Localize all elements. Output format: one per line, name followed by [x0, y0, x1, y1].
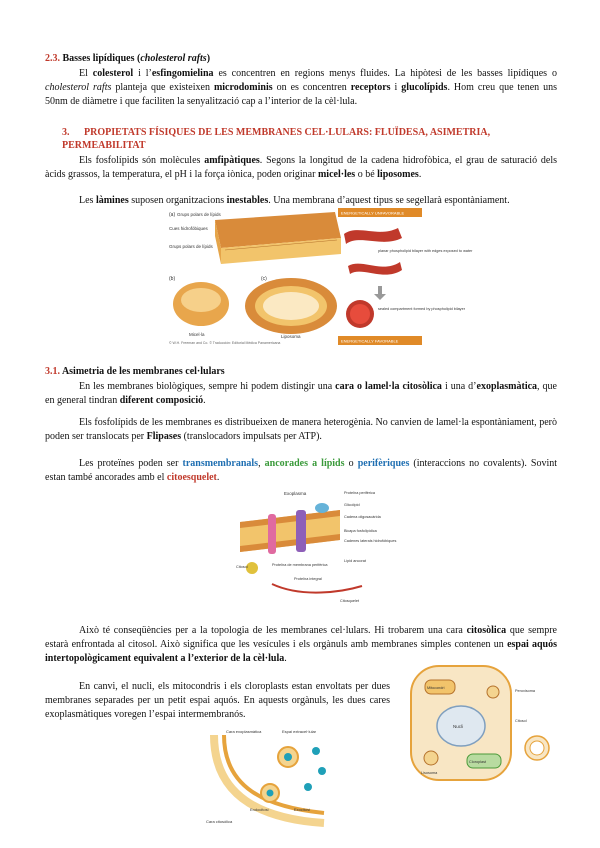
svg-text:Espai extracel·lular: Espai extracel·lular [282, 729, 317, 734]
svg-text:Micel·la: Micel·la [189, 332, 205, 337]
svg-text:(a): (a) [169, 212, 176, 218]
membrane-protein-figure [232, 488, 397, 606]
section-2-3-paragraph: El colesterol i l’esfingomielina es concentren en regions menys fluides. La hipòtesi de les basses lipídiques o cholesterol rafts planteja que existeixen microdominis on es concentren receptors i glucolípids. Hom creu que tenen uns 50nm de diàmetre i que faciliten la senyalització cap a l’interior de la cèl·lula. [45, 68, 558, 107]
svg-text:Grups polars de lípids: Grups polars de lípids [169, 244, 213, 249]
organelles-figure [395, 662, 557, 790]
svg-text:Lípid ancorat: Lípid ancorat [344, 559, 366, 563]
svg-text:Lisosoma: Lisosoma [421, 771, 438, 775]
svg-text:Exocitosi: Exocitosi [294, 807, 311, 812]
section-3-title: 3. PROPIETATS FÍSIQUES DE LES MEMBRANES CEL·LULARS: FLUÏDESA, ASIMETRIA, PERMEABILITAT [62, 127, 491, 151]
section-3-paragraph-1: Els fosfolípids són molècules amfipàtiques. Segons la longitud de la cadena hidrofòbica, el grau de saturació dels àcids grassos, la temperatura, el pH i la força iònica, poden originar micel·les o bé liposomes. [45, 155, 557, 180]
liposome [245, 278, 337, 334]
svg-text:Proteïna de membrana perifèric: Proteïna de membrana perifèrica [272, 563, 328, 567]
svg-text:Endocitosi: Endocitosi [250, 807, 269, 812]
svg-text:Cara exoplasmàtica: Cara exoplasmàtica [226, 729, 262, 734]
svg-text:Cues hidrofòbiques: Cues hidrofòbiques [169, 226, 208, 231]
svg-text:Citosol: Citosol [515, 719, 527, 723]
svg-text:Proteïna integral: Proteïna integral [294, 577, 322, 581]
svg-text:ENERGETICALLY UNFAVORABLE: ENERGETICALLY UNFAVORABLE [341, 210, 405, 216]
svg-text:Cadenes laterals hidrofòbiques: Cadenes laterals hidrofòbiques [344, 539, 397, 543]
section-3-1-paragraph-2: Els fosfolípids de les membranes es distribueixen de manera heterogènia. No canvien de lamel·la espontàniament, però poden ser translocats per Flipases (translocadors impulsats per ATP). [45, 417, 557, 442]
svg-text:Proteïna perifèrica: Proteïna perifèrica [344, 491, 376, 495]
svg-text:sealed compartment formed by p: sealed compartment formed by phospholipid bilayer [378, 307, 465, 311]
vesicle-topology-figure [204, 727, 342, 837]
svg-text:Mitocondri: Mitocondri [427, 686, 445, 690]
section-3-1-paragraph-5: En canvi, el nucli, els mitocondris i els cloroplasts estan envoltats per dues membranes separades per un petit espai aquós. En aquests orgànuls, les dues cares exoplasmàtiques voregen l’espai intermembranós. [45, 681, 390, 720]
integral-protein [268, 514, 276, 554]
lysosome [424, 751, 438, 765]
section-3-paragraph-2: Les làmines suposen organitzacions inestables. Una membrana d’aquest tipus se segellarà espontàniament. [79, 195, 510, 206]
svg-text:ENERGETICALLY FAVORABLE: ENERGETICALLY FAVORABLE [341, 338, 399, 344]
svg-text:(b): (b) [169, 276, 176, 282]
svg-text:Bicapa fosfolipídica: Bicapa fosfolipídica [344, 529, 377, 533]
svg-text:Cara citosòlica: Cara citosòlica [206, 819, 233, 824]
svg-text:Glicolípid: Glicolípid [344, 503, 360, 507]
svg-text:Cadena oligosacàrida: Cadena oligosacàrida [344, 515, 381, 519]
section-3-1-title: 3.1. Asimetria de les membranes cel·lulars [45, 366, 225, 377]
svg-text:Peroxisoma: Peroxisoma [515, 689, 536, 693]
svg-text:Cloroplast: Cloroplast [469, 760, 487, 764]
svg-text:planar phospholipid bilayer wi: planar phospholipid bilayer with edges exposed to water [378, 249, 473, 253]
svg-text:© W.H. Freeman and Co. © Tradu: © W.H. Freeman and Co. © Traducción: Editorial Médica Panamericana [169, 341, 281, 345]
svg-text:Exoplasma: Exoplasma [284, 491, 307, 496]
svg-text:Citosol: Citosol [236, 565, 248, 569]
svg-text:Nucli: Nucli [453, 724, 464, 729]
section-2-3-title: 2.3. Basses lipídiques (cholesterol rafts) [45, 53, 211, 64]
bilayer-sealing-figure [338, 208, 473, 346]
svg-text:(c): (c) [261, 276, 267, 282]
svg-text:Liposoma: Liposoma [281, 334, 301, 339]
svg-text:Grups polars de lípids: Grups polars de lípids [177, 212, 221, 217]
section-3-1-paragraph-1: En les membranes biològiques, sempre hi podem distingir una cara o lamel·la citosòlica i una d’exoplasmàtica, que en general tindran diferent composició. [45, 381, 557, 406]
micelle [173, 282, 229, 326]
section-3-1-paragraph-4: Això té conseqüències per a la topologia de les membranes cel·lulars. Hi trobarem una cara citosòlica que sempre estarà enfrontada al citosol. Això significa que les vesícules i els orgànuls amb membranes simples contenen un espai aquós intertopològicament equivalent a l’exterior de la cèl·lula. [45, 625, 558, 664]
svg-text:Citosquelet: Citosquelet [340, 599, 359, 603]
peroxisome [487, 686, 499, 698]
lipid-structures-figure [165, 208, 347, 346]
peripheral-protein [315, 503, 329, 513]
integral-protein [296, 510, 306, 552]
section-3-1-paragraph-3: Les proteïnes poden ser transmembranals, ancorades a lípids o perifèriques (interaccions no covalents). Sovint estan també ancorades amb el citoesquelet. [45, 458, 558, 483]
